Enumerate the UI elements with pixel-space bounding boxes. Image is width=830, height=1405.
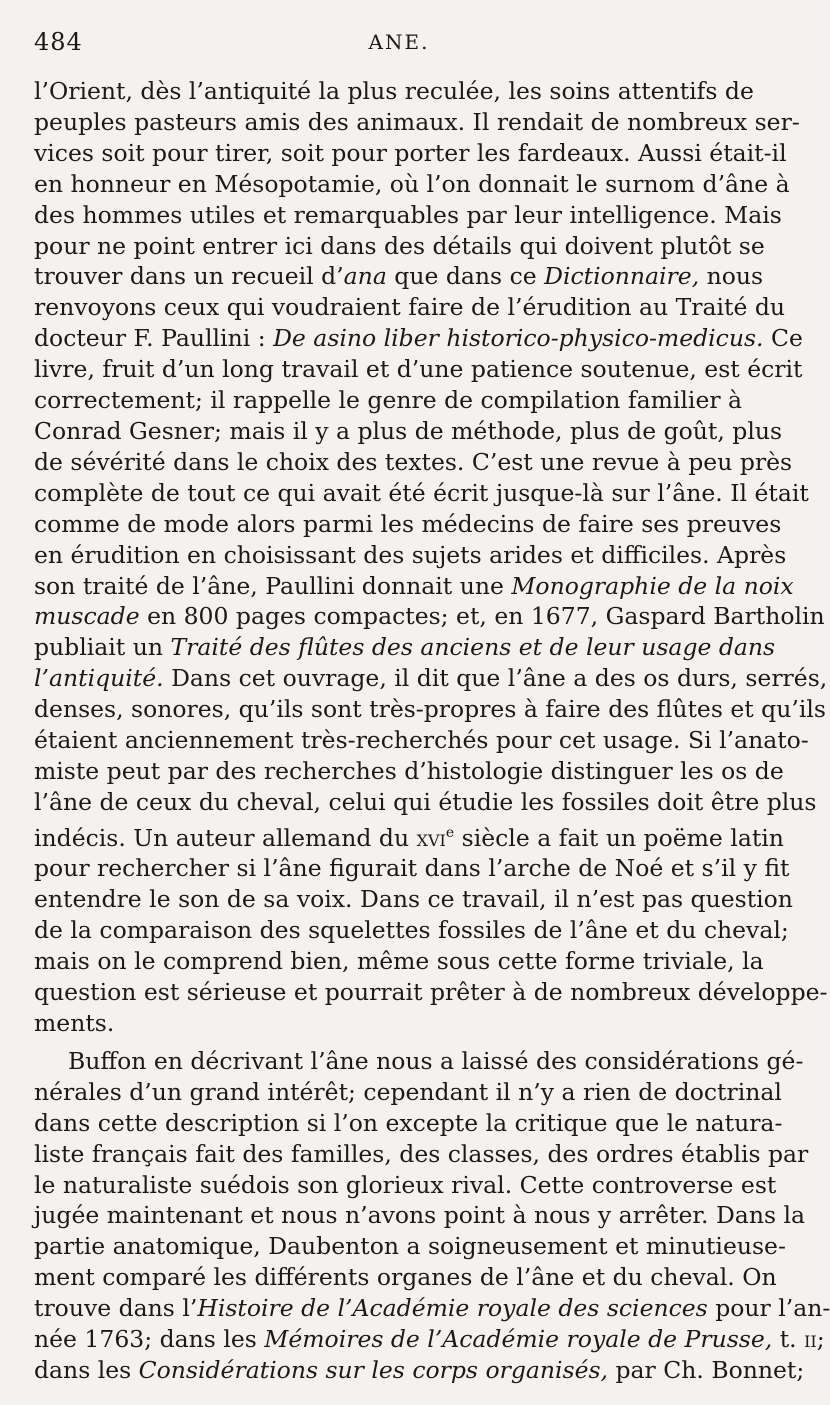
text-run: de sévérité dans le choix des textes. C’est une revue à peu près [34,447,793,476]
text-line [34,354,803,385]
text-line [34,138,787,169]
text-run: miste peut par des recherches d’histologie distinguer les os de [34,756,784,785]
text-run: indécis. Un auteur allemand du [34,823,417,852]
text-line [34,1262,777,1293]
paragraph [34,1046,830,1386]
text-line [34,540,787,571]
text-line [34,818,784,854]
text-line [34,1077,782,1108]
text-line [34,416,783,447]
text-line [34,915,789,946]
text-line [34,1293,830,1324]
text-run: renvoyons ceux qui voudraient faire de l’érudition au Traité du [34,293,786,322]
text-run: e [445,824,455,841]
text-run: peuples pasteurs amis des animaux. Il rendait de nombreux ser- [34,107,800,136]
text-run: mais on le comprend bien, même sous cette forme triviale, la [34,947,764,976]
text-run: complète de tout ce qui avait été écrit jusque-là sur l’âne. Il était [34,478,809,507]
text-line [34,787,817,818]
text-line [34,663,828,694]
text-run: trouve dans l’ [34,1294,198,1323]
italic-text: Monographie de la noix [511,571,794,600]
body-text [34,76,830,1386]
italic-text: l’antiquité. [34,664,164,693]
text-line [34,601,825,632]
text-line [34,694,826,725]
italic-text: ana [343,262,387,291]
text-line [34,946,764,977]
text-run: siècle a fait un poëme latin [454,823,784,852]
text-line [34,1355,805,1386]
italic-text: Histoire de l’Académie royale des sciences [197,1294,708,1323]
paragraph [34,76,828,1039]
text-line [34,977,828,1008]
text-line [34,76,754,107]
text-line [34,571,794,602]
running-head: ANE. [368,30,430,54]
text-run: des hommes utiles et remarquables par leur intelligence. Mais [34,200,782,229]
text-run: denses, sonores, qu’ils sont très-propres à faire des flûtes et qu’ils [34,695,826,724]
text-run: par Ch. Bonnet; [608,1355,805,1384]
text-run: en honneur en Mésopotamie, où l’on donnait le surnom d’âne à [34,169,790,198]
text-run: question est sérieuse et pourrait prêter à de nombreux développe- [34,978,828,1007]
text-run: ment comparé les différents organes de l’âne et du cheval. On [34,1263,777,1292]
text-line [34,756,784,787]
text-line [34,1170,777,1201]
text-run: dans cette description si l’on excepte la critique que le natura- [34,1108,783,1137]
italic-text: De asino liber historico-physico-medicus. [273,324,764,353]
text-run: étaient anciennement très-recherchés pour cet usage. Si l’anato- [34,726,809,755]
text-run: Dans cet ouvrage, il dit que l’âne a des os durs, serrés, [163,664,828,693]
text-line [34,1108,783,1139]
text-line [34,632,776,663]
text-run: nous [699,262,764,291]
text-run: pour l’an- [707,1294,830,1323]
text-run: Buffon en décrivant l’âne nous a laissé des considérations gé- [68,1046,804,1075]
text-run: Conrad Gesner; mais il y a plus de méthode, plus de goût, plus [34,416,783,445]
text-run: dans les [34,1355,139,1384]
text-run: t. [772,1325,805,1354]
text-run: ii [804,1325,817,1354]
text-run: xvi [416,823,446,852]
italic-text: Dictionnaire, [544,262,700,291]
text-line [34,292,786,323]
text-run: entendre le son de sa voix. Dans ce travail, il n’est pas question [34,885,793,914]
text-line [34,107,800,138]
text-line [34,1231,786,1262]
text-run: en érudition en choisissant des sujets arides et difficiles. Après [34,540,787,569]
text-line [34,1200,806,1231]
text-run: l’âne de ceux du cheval, celui qui étudie les fossiles doit être plus [34,787,817,816]
text-run: livre, fruit d’un long travail et d’une patience soutenue, est écrit [34,355,803,384]
text-run: liste français fait des familles, des classes, des ordres établis par [34,1139,809,1168]
text-line [34,323,803,354]
text-line [34,200,782,231]
text-run: docteur F. Paullini : [34,324,274,353]
text-run: le naturaliste suédois son glorieux rival. Cette controverse est [34,1170,777,1199]
text-run: l’Orient, dès l’antiquité la plus reculée, les soins attentifs de [34,77,754,105]
text-line [34,725,809,756]
text-run: ments. [34,1009,115,1038]
text-run: de la comparaison des squelettes fossiles de l’âne et du cheval; [34,916,789,945]
text-run: correctement; il rappelle le genre de compilation familier à [34,386,743,415]
text-line [34,231,765,262]
text-run: comme de mode alors parmi les médecins de faire ses preuves [34,509,782,538]
italic-text: Traité des flûtes des anciens et de leur usage dans [170,633,776,662]
text-line [34,169,790,200]
page-number: 484 [34,28,83,56]
text-run: trouver dans un recueil d’ [34,262,344,291]
page-header [34,28,764,62]
text-run: partie anatomique, Daubenton a soigneusement et minutieuse- [34,1232,786,1261]
text-line [34,385,743,416]
italic-text: Considérations sur les corps organisés, [138,1355,609,1384]
text-line [34,1008,730,1039]
text-run: que dans ce [386,262,545,291]
text-run: son traité de l’âne, Paullini donnait une [34,571,512,600]
text-line [34,1046,804,1077]
text-run: Ce [763,324,803,353]
text-run: pour ne point entrer ici dans des détails qui doivent plutôt se [34,231,765,260]
text-run: en 800 pages compactes; et, en 1677, Gaspard Bartholin [139,602,825,631]
text-line [34,261,764,292]
italic-text: muscade [34,602,140,631]
text-line [34,884,793,915]
text-line [34,1324,825,1355]
text-run: ; [816,1325,825,1354]
text-run: publiait un [34,633,171,662]
text-line [34,478,809,509]
text-run: vices soit pour tirer, soit pour porter les fardeaux. Aussi était-il [34,138,787,167]
text-run: nérales d’un grand intérêt; cependant il n’y a rien de doctrinal [34,1077,782,1106]
text-line [34,853,790,884]
text-line [34,509,782,540]
italic-text: Mémoires de l’Académie royale de Prusse, [264,1325,773,1354]
text-run: jugée maintenant et nous n’avons point à nous y arrêter. Dans la [34,1201,806,1230]
text-line [34,447,793,478]
text-run: née 1763; dans les [34,1325,265,1354]
text-run: pour rechercher si l’âne figurait dans l’arche de Noé et s’il y fit [34,854,790,883]
text-line [34,1139,809,1170]
